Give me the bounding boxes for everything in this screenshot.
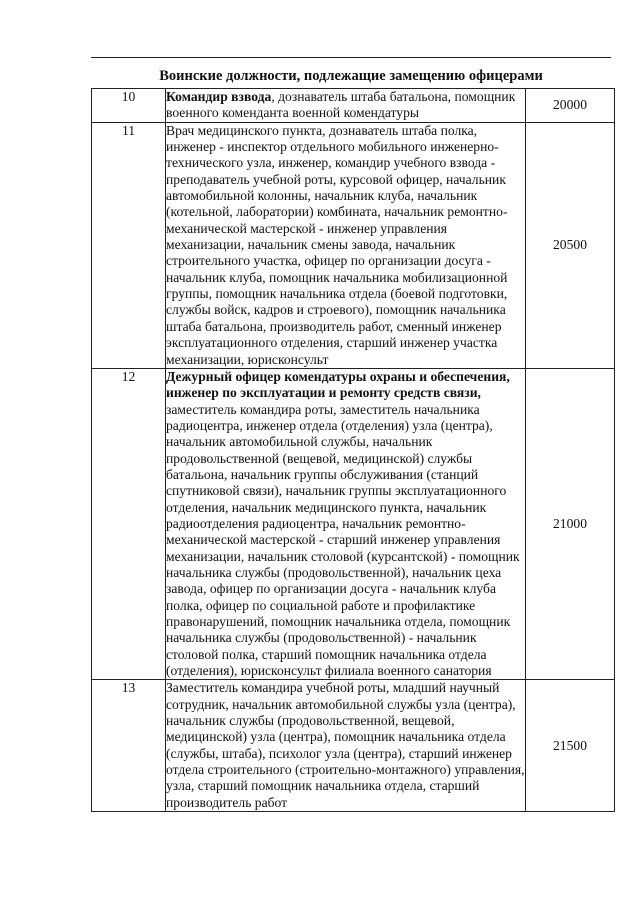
position-description (166, 89, 526, 123)
position-text: Врач медицинского пункта, дознаватель штаба полка, инженер - инспектор отдельного мобильного инженерно-технического узла, инженер, командир учебного взвода - преподаватель учебной роты, курсовой офицер, начальник автомобильной колонны, начальник клуба, начальник (котельной, лаборатории) комбината, начальник ремонтно-механической мастерской - инженер управления механизации, начальник смены завода, начальник строительного участка, офицер по организации досуга - начальник клуба, помощник начальника мобилизационной группы, помощник начальника отдела (боевой подготовки, службы войск, кадров и строевого), помощник начальника штаба батальона, производитель работ, сменный инженер эксплуатационного отделения, старший инженер участка механизации, юрисконсульт (166, 122, 508, 367)
section-heading: Воинские должности, подлежащие замещению офицерами (159, 68, 543, 84)
position-title-bold: Командир взвода (166, 89, 272, 104)
salary-value: 21500 (526, 680, 615, 812)
row-number: 13 (92, 680, 166, 812)
table-row (92, 680, 615, 812)
table-row (92, 89, 615, 123)
position-text: заместитель командира роты, заместитель начальника радиоцентра, инженер отдела (отделения) узла (центра), начальник автомобильной службы, начальник продовольственной (вещевой, медицинской) службы батальона, начальник группы обслуживания (станций спутниковой связи), начальник группы эксплуатационного отделения, начальник медицинского пункта, начальник радиоотделения радиоцентра, начальник ремонтно-механической мастерской - старший инженер управления механизации, начальник столовой (курсантской) - помощник начальника службы (продовольственной), начальник цеха завода, офицер по организации досуга - начальник клуба полка, офицер по социальной работе и профилактике правонарушений, помощник начальника отдела, помощник начальника службы (продовольственной) - начальник столовой полка, старший помощник начальника отдела (отделения), юрисконсульт филиала военного санатория (166, 401, 520, 679)
position-text: Заместитель командира учебной роты, младший научный сотрудник, начальник автомобильной службы узла (центра), начальник службы (продовольственной, вещевой, медицинской) узла (центра), помощник начальника отдела (службы, штаба), психолог узла (центра), старший инженер отдела строительного (строительно-монтажного) управления, узла, старший помощник начальника отдела, старший производитель работ (166, 680, 525, 810)
position-description (166, 680, 526, 812)
position-description (166, 368, 526, 680)
position-text: , дознаватель штаба батальона, помощник военного коменданта военной комендатуры (166, 89, 516, 121)
positions-table (91, 88, 615, 812)
position-description (166, 122, 526, 368)
row-number: 12 (92, 368, 166, 680)
salary-value: 20500 (526, 122, 615, 368)
position-title-bold: Дежурный офицер комендатуры охраны и обеспечения, инженер по эксплуатации и ремонту средств связи, (166, 368, 510, 401)
top-rule (91, 57, 611, 58)
salary-value: 21000 (526, 368, 615, 680)
row-number: 10 (92, 89, 166, 123)
table-row (92, 122, 615, 368)
salary-value: 20000 (526, 89, 615, 123)
table-row (92, 368, 615, 680)
row-number: 11 (92, 122, 166, 368)
